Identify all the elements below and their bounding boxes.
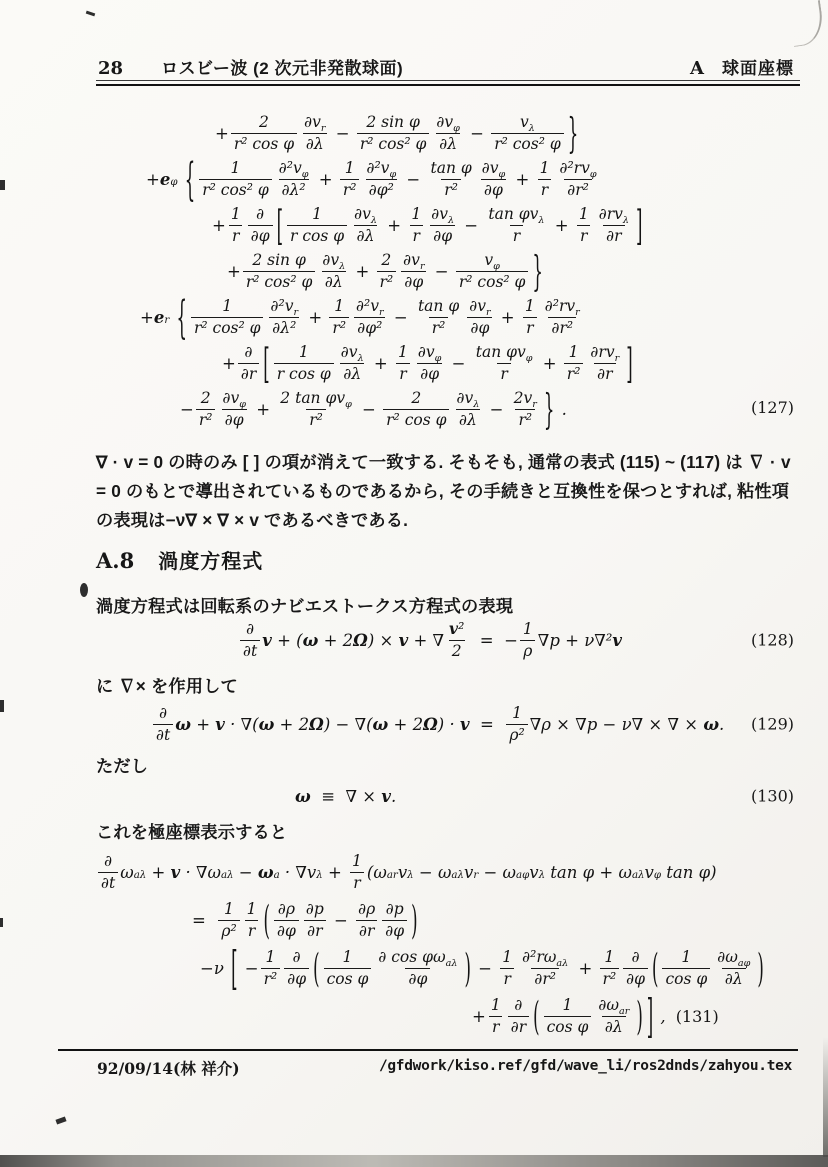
equation-number: (131) [675, 1006, 719, 1026]
equation-line: + e r { $\frac{1}{\text{r² cos² φ}}$ $\frac{\partial^2v_r}{\text{∂λ²}}$ + $\frac{1}{\text{r²}}$ $\frac{\partial^2v_r}{\text{∂φ²}}$ − $\frac{\text{tan φ}}{\text{r²}}$ $\frac{\partial v_r}{\partial\varphi}$ + $\frac{1}{r}$ $\frac{\partial^2rv_r}{\text{∂r²}}$ [140, 291, 580, 343]
equation-number: (129) [750, 714, 794, 734]
scan-edge-shadow [823, 1037, 828, 1157]
page-number: 28 [98, 58, 124, 79]
scan-artifact [0, 700, 4, 712]
equation-line: $\frac{\partial}{\partial t}$ ω aλ + v · ∇ω aλ − ω a · ∇v λ + $\frac{1}{r}$ (ω ar v λ − ω aλ v r − ω aφ v λ tan φ + ω aλ v φ tan φ) [96, 848, 794, 896]
scan-artifact [86, 11, 95, 17]
equation-131 [96, 848, 794, 1043]
equation-line-content: + $\frac{1}{r}$ $\frac{\partial}{\partial r}$ ( $\frac{1}{\text{cos φ}}$ $\frac{\partial\omega_{ar}}{\partial\lambda}$ ) ] , [472, 989, 666, 1043]
appendix-letter: A [690, 58, 704, 79]
running-head-left: ロスビー波 (2 次元非発散球面) [161, 59, 404, 78]
equation-line: −ν [ − $\frac{1}{\text{r²}}$ $\frac{\partial}{\partial\varphi}$ ( $\frac{1}{\text{cos φ}}$ $\frac{\partial \cos \varphi\omega_{a\lambda}}{\partial\varphi}$ ) − $\frac{1}{r}$ $\frac{\partial^2r\omega_{a\lambda}}{\text{∂r²}}$ + $\frac{1}{\text{r²}}$ $\frac{\partial}{\partial\varphi}$ ( $\frac{1}{\text{cos φ}}$ $\frac{\partial\omega_{a\varphi}}{\partial\lambda}$ ) [200, 941, 764, 995]
section-heading [96, 545, 263, 574]
scan-artifact [55, 1116, 66, 1124]
footer-rule [58, 1049, 798, 1051]
equation-129 [96, 698, 794, 750]
equation-line: ω ≡ ∇ × v . [295, 786, 397, 806]
equation-127 [96, 110, 794, 432]
equation-line: + $\frac{1}{r}$ $\frac{\partial}{\partial\varphi}$ [ $\frac{1}{\text{r cos φ}}$ $\frac{\partial v_\lambda}{\partial\lambda}$ + $\frac{1}{r}$ $\frac{\partial v_\lambda}{\partial\varphi}$ − $\frac{\tan \varphi v_\lambda}{r}$ + $\frac{1}{r}$ $\frac{\partial rv_\lambda}{\partial r}$ ] [212, 201, 643, 249]
page-curl-artifact [788, 0, 826, 47]
scan-artifact [0, 918, 3, 927]
paragraph-divergence-note: ∇ · v = 0 の時のみ [ ] の項が消えて一致する. そもそも, 通常の表式 (115) ~ (117) は ∇ · v = 0 のもとで導出されているものであるから, その手続きと互換性を保つとすれば, 粘性項の表現は−ν∇ × ∇ × v であるべきである. [96, 452, 791, 530]
scan-bottom-shadow [0, 1155, 828, 1167]
equation-line [96, 989, 794, 1043]
footer-date: 92/09/14(林 祥介) [97, 1059, 240, 1078]
equation-line: − $\frac{2}{\text{r²}}$ $\frac{\partial v_\varphi}{\partial\varphi}$ + $\frac{2 \tan \varphi v_\varphi}{\text{r²}}$ − $\frac{2}{\text{r² cos φ}}$ $\frac{\partial v_\lambda}{\partial\lambda}$ − $\frac{2v_r}{\text{r²}}$ } . [180, 385, 567, 433]
equation-number: (127) [750, 398, 794, 417]
section-title: 渦度方程式 [158, 551, 264, 573]
equation-line: + $\frac{\text{2 sin φ}}{\text{r² cos² φ}}$ $\frac{\partial v_\lambda}{\partial\lambda}$ + $\frac{2}{\text{r²}}$ $\frac{\partial v_r}{\partial\varphi}$ − $\frac{v_\varphi}{\text{r² cos² φ}}$ } [227, 247, 543, 295]
equation-line: = $\frac{1}{\text{ρ²}}$ $\frac{1}{r}$ ( $\frac{\partial\rho}{\partial\varphi}$ $\frac{\partial p}{\partial r}$ − $\frac{\partial\rho}{\partial r}$ $\frac{\partial p}{\partial\varphi}$ ) [192, 897, 418, 943]
equation-line: + e φ { $\frac{1}{\text{r² cos² φ}}$ $\frac{\partial^2v_\varphi}{\text{∂λ²}}$ + $\frac{1}{\text{r²}}$ $\frac{\partial^2v_\varphi}{\text{∂φ²}}$ − $\frac{\text{tan φ}}{\text{r²}}$ $\frac{\partial v_\varphi}{\partial\varphi}$ + $\frac{1}{r}$ $\frac{\partial^2rv_\varphi}{\text{∂r²}}$ [146, 153, 597, 205]
footer-file-path: /gfdwork/kiso.ref/gfd/wave_li/ros2dnds/zahyou.tex [378, 1058, 792, 1074]
equation-number: (130) [750, 786, 794, 806]
appendix-title: 球面座標 [722, 59, 794, 78]
equation-line: + $\frac{\partial}{\partial r}$ [ $\frac{1}{\text{r cos φ}}$ $\frac{\partial v_\lambda}{\partial\lambda}$ + $\frac{1}{r}$ $\frac{\partial v_\varphi}{\partial\varphi}$ − $\frac{\tan \varphi v_\varphi}{r}$ + $\frac{1}{\text{r²}}$ $\frac{\partial rv_r}{\partial r}$ ] [222, 339, 633, 387]
equation-number: (128) [750, 630, 794, 650]
paragraph-vorticity-intro: 渦度方程式は回転系のナビエストークス方程式の表現 [96, 596, 514, 616]
scan-artifact [80, 583, 88, 597]
running-head-right [690, 54, 794, 79]
paragraph-apply-curl: に ∇× を作用して [96, 676, 238, 696]
header-rule [96, 80, 800, 86]
paragraph-tadashi: ただし [96, 756, 149, 776]
equation-line: + $\frac{2}{\text{r² cos φ}}$ $\frac{\partial v_r}{\partial\lambda}$ − $\frac{\text{2 sin φ}}{\text{r² cos² φ}}$ $\frac{\partial v_\varphi}{\partial\lambda}$ − $\frac{v_\lambda}{\text{r² cos² φ}}$ } [215, 109, 579, 157]
paragraph-polar: これを極座標表示すると [96, 822, 288, 842]
section-number: A.8 [96, 548, 135, 573]
equation-130 [96, 774, 794, 818]
page-header [98, 54, 794, 79]
equation-line: $\frac{\partial}{\partial t}$ ω + v · ∇( ω + 2 Ω ) − ∇( ω + 2 Ω ) · v = $\frac{1}{\text{ρ²}}$ ∇ρ × ∇p − ν∇ × ∇ × ω . [96, 698, 794, 750]
equation-128 [96, 614, 794, 666]
equation-line: $\frac{\partial}{\partial t}$ v + ( ω + 2 Ω ) × v + ∇ $\frac{\text{v²}}{2}$ = − $\frac{1}{\rho}$ ∇p + ν∇² v [96, 614, 794, 666]
scan-artifact [0, 180, 5, 190]
